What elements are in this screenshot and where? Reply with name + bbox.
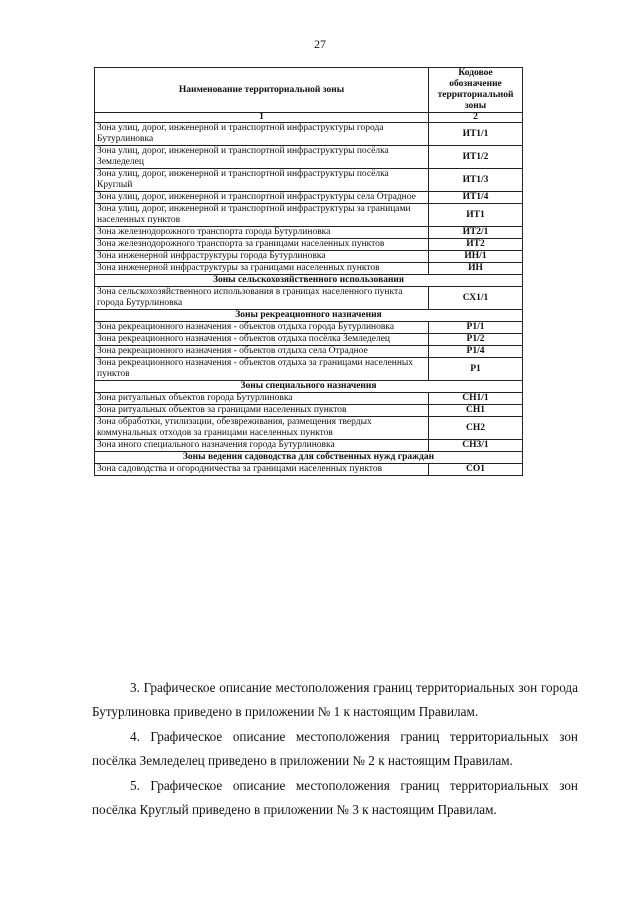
zone-name-cell: Зона рекреационного назначения - объектов отдыха посёлка Земледелец [95, 334, 429, 346]
zone-name-cell: Зона ритуальных объектов за границами населенных пунктов [95, 405, 429, 417]
table-row [95, 204, 523, 227]
territorial-zones-table [94, 67, 523, 476]
zone-name-cell: Зона железнодорожного транспорта города Бутурлиновка [95, 227, 429, 239]
zone-code-cell: ИТ1/1 [429, 123, 523, 146]
body-text [92, 676, 578, 823]
zone-name-cell: Зона обработки, утилизации, обезвреживания, размещения твердых коммунальных отходов за границами населенных пунктов [95, 417, 429, 440]
zone-code-cell: ИН [429, 263, 523, 275]
table-row [95, 192, 523, 204]
zone-name-cell: Зона улиц, дорог, инженерной и транспортной инфраструктуры посёлка Круглый [95, 169, 429, 192]
table-row [95, 358, 523, 381]
zone-name-cell: Зона рекреационного назначения - объектов отдыха села Отрадное [95, 346, 429, 358]
table-row [95, 263, 523, 275]
section-title: Зоны специального назначения [95, 381, 523, 393]
zone-code-cell: ИТ1/3 [429, 169, 523, 192]
table-row [95, 464, 523, 476]
zone-name-cell: Зона рекреационного назначения - объектов отдыха за границами населенных пунктов [95, 358, 429, 381]
zone-code-cell: СН2 [429, 417, 523, 440]
zone-name-cell: Зона инженерной инфраструктуры города Бутурлиновка [95, 251, 429, 263]
column-number-row [95, 113, 523, 123]
zone-code-cell: Р1/2 [429, 334, 523, 346]
zone-code-cell: ИН/1 [429, 251, 523, 263]
section-row [95, 381, 523, 393]
table-row [95, 346, 523, 358]
paragraph-5: 5. Графическое описание местоположения границ территориальных зон посёлка Круглый приведено в приложении № 3 к настоящим Правилам. [92, 778, 578, 817]
table-row [95, 440, 523, 452]
section-title: Зоны сельскохозяйственного использования [95, 275, 523, 287]
table-row [95, 251, 523, 263]
zone-code-cell: ИТ1/2 [429, 146, 523, 169]
zone-name-cell: Зона сельскохозяйственного использования в границах населенного пункта города Бутурлиновка [95, 287, 429, 310]
zone-code-cell: Р1/4 [429, 346, 523, 358]
page-number: 27 [314, 37, 326, 51]
zone-code-cell: СН3/1 [429, 440, 523, 452]
table-row [95, 334, 523, 346]
table-row [95, 227, 523, 239]
zone-name-cell: Зона ритуальных объектов города Бутурлиновка [95, 393, 429, 405]
zone-code-cell: СН1/1 [429, 393, 523, 405]
zone-code-cell: ИТ1/4 [429, 192, 523, 204]
zone-name-cell: Зона железнодорожного транспорта за границами населенных пунктов [95, 239, 429, 251]
zone-name-cell: Зона улиц, дорог, инженерной и транспортной инфраструктуры посёлка Земледелец [95, 146, 429, 169]
zone-name-cell: Зона улиц, дорог, инженерной и транспортной инфраструктуры за границами населенных пунктов [95, 204, 429, 227]
zone-code-cell: СН1 [429, 405, 523, 417]
zone-name-cell: Зона улиц, дорог, инженерной и транспортной инфраструктуры города Бутурлиновка [95, 123, 429, 146]
column-number-2: 2 [429, 113, 523, 123]
paragraph-3: 3. Графическое описание местоположения границ территориальных зон города Бутурлиновка приведено в приложении № 1 к настоящим Правилам. [92, 680, 578, 719]
section-row [95, 310, 523, 322]
section-title: Зоны рекреационного назначения [95, 310, 523, 322]
zone-name-cell: Зона садоводства и огородничества за границами населенных пунктов [95, 464, 429, 476]
zone-code-cell: СО1 [429, 464, 523, 476]
section-row [95, 275, 523, 287]
zone-code-cell: ИТ1 [429, 204, 523, 227]
table-row [95, 287, 523, 310]
zone-name-cell: Зона рекреационного назначения - объектов отдыха города Бутурлиновка [95, 322, 429, 334]
zone-name-cell: Зона иного специального назначения города Бутурлиновка [95, 440, 429, 452]
header-zone-name: Наименование территориальной зоны [95, 68, 429, 113]
table-row [95, 239, 523, 251]
zone-code-cell: СХ1/1 [429, 287, 523, 310]
table-row [95, 405, 523, 417]
table-header-row [95, 68, 523, 113]
zone-name-cell: Зона улиц, дорог, инженерной и транспортной инфраструктуры села Отрадное [95, 192, 429, 204]
table-row [95, 169, 523, 192]
zone-code-cell: Р1 [429, 358, 523, 381]
section-row [95, 452, 523, 464]
section-title: Зоны ведения садоводства для собственных нужд граждан [95, 452, 523, 464]
zone-code-cell: ИТ2 [429, 239, 523, 251]
paragraph-4: 4. Графическое описание местоположения границ территориальных зон посёлка Земледелец приведено в приложении № 2 к настоящим Правилам. [92, 729, 578, 768]
table-row [95, 322, 523, 334]
column-number-1: 1 [95, 113, 429, 123]
table-row [95, 417, 523, 440]
zone-code-cell: ИТ2/1 [429, 227, 523, 239]
table-row [95, 146, 523, 169]
header-zone-code: Кодовое обозначение территориальной зоны [429, 68, 523, 113]
zone-code-cell: Р1/1 [429, 322, 523, 334]
table-row [95, 123, 523, 146]
table-row [95, 393, 523, 405]
table-body [95, 123, 523, 476]
zone-name-cell: Зона инженерной инфраструктуры за границами населенных пунктов [95, 263, 429, 275]
